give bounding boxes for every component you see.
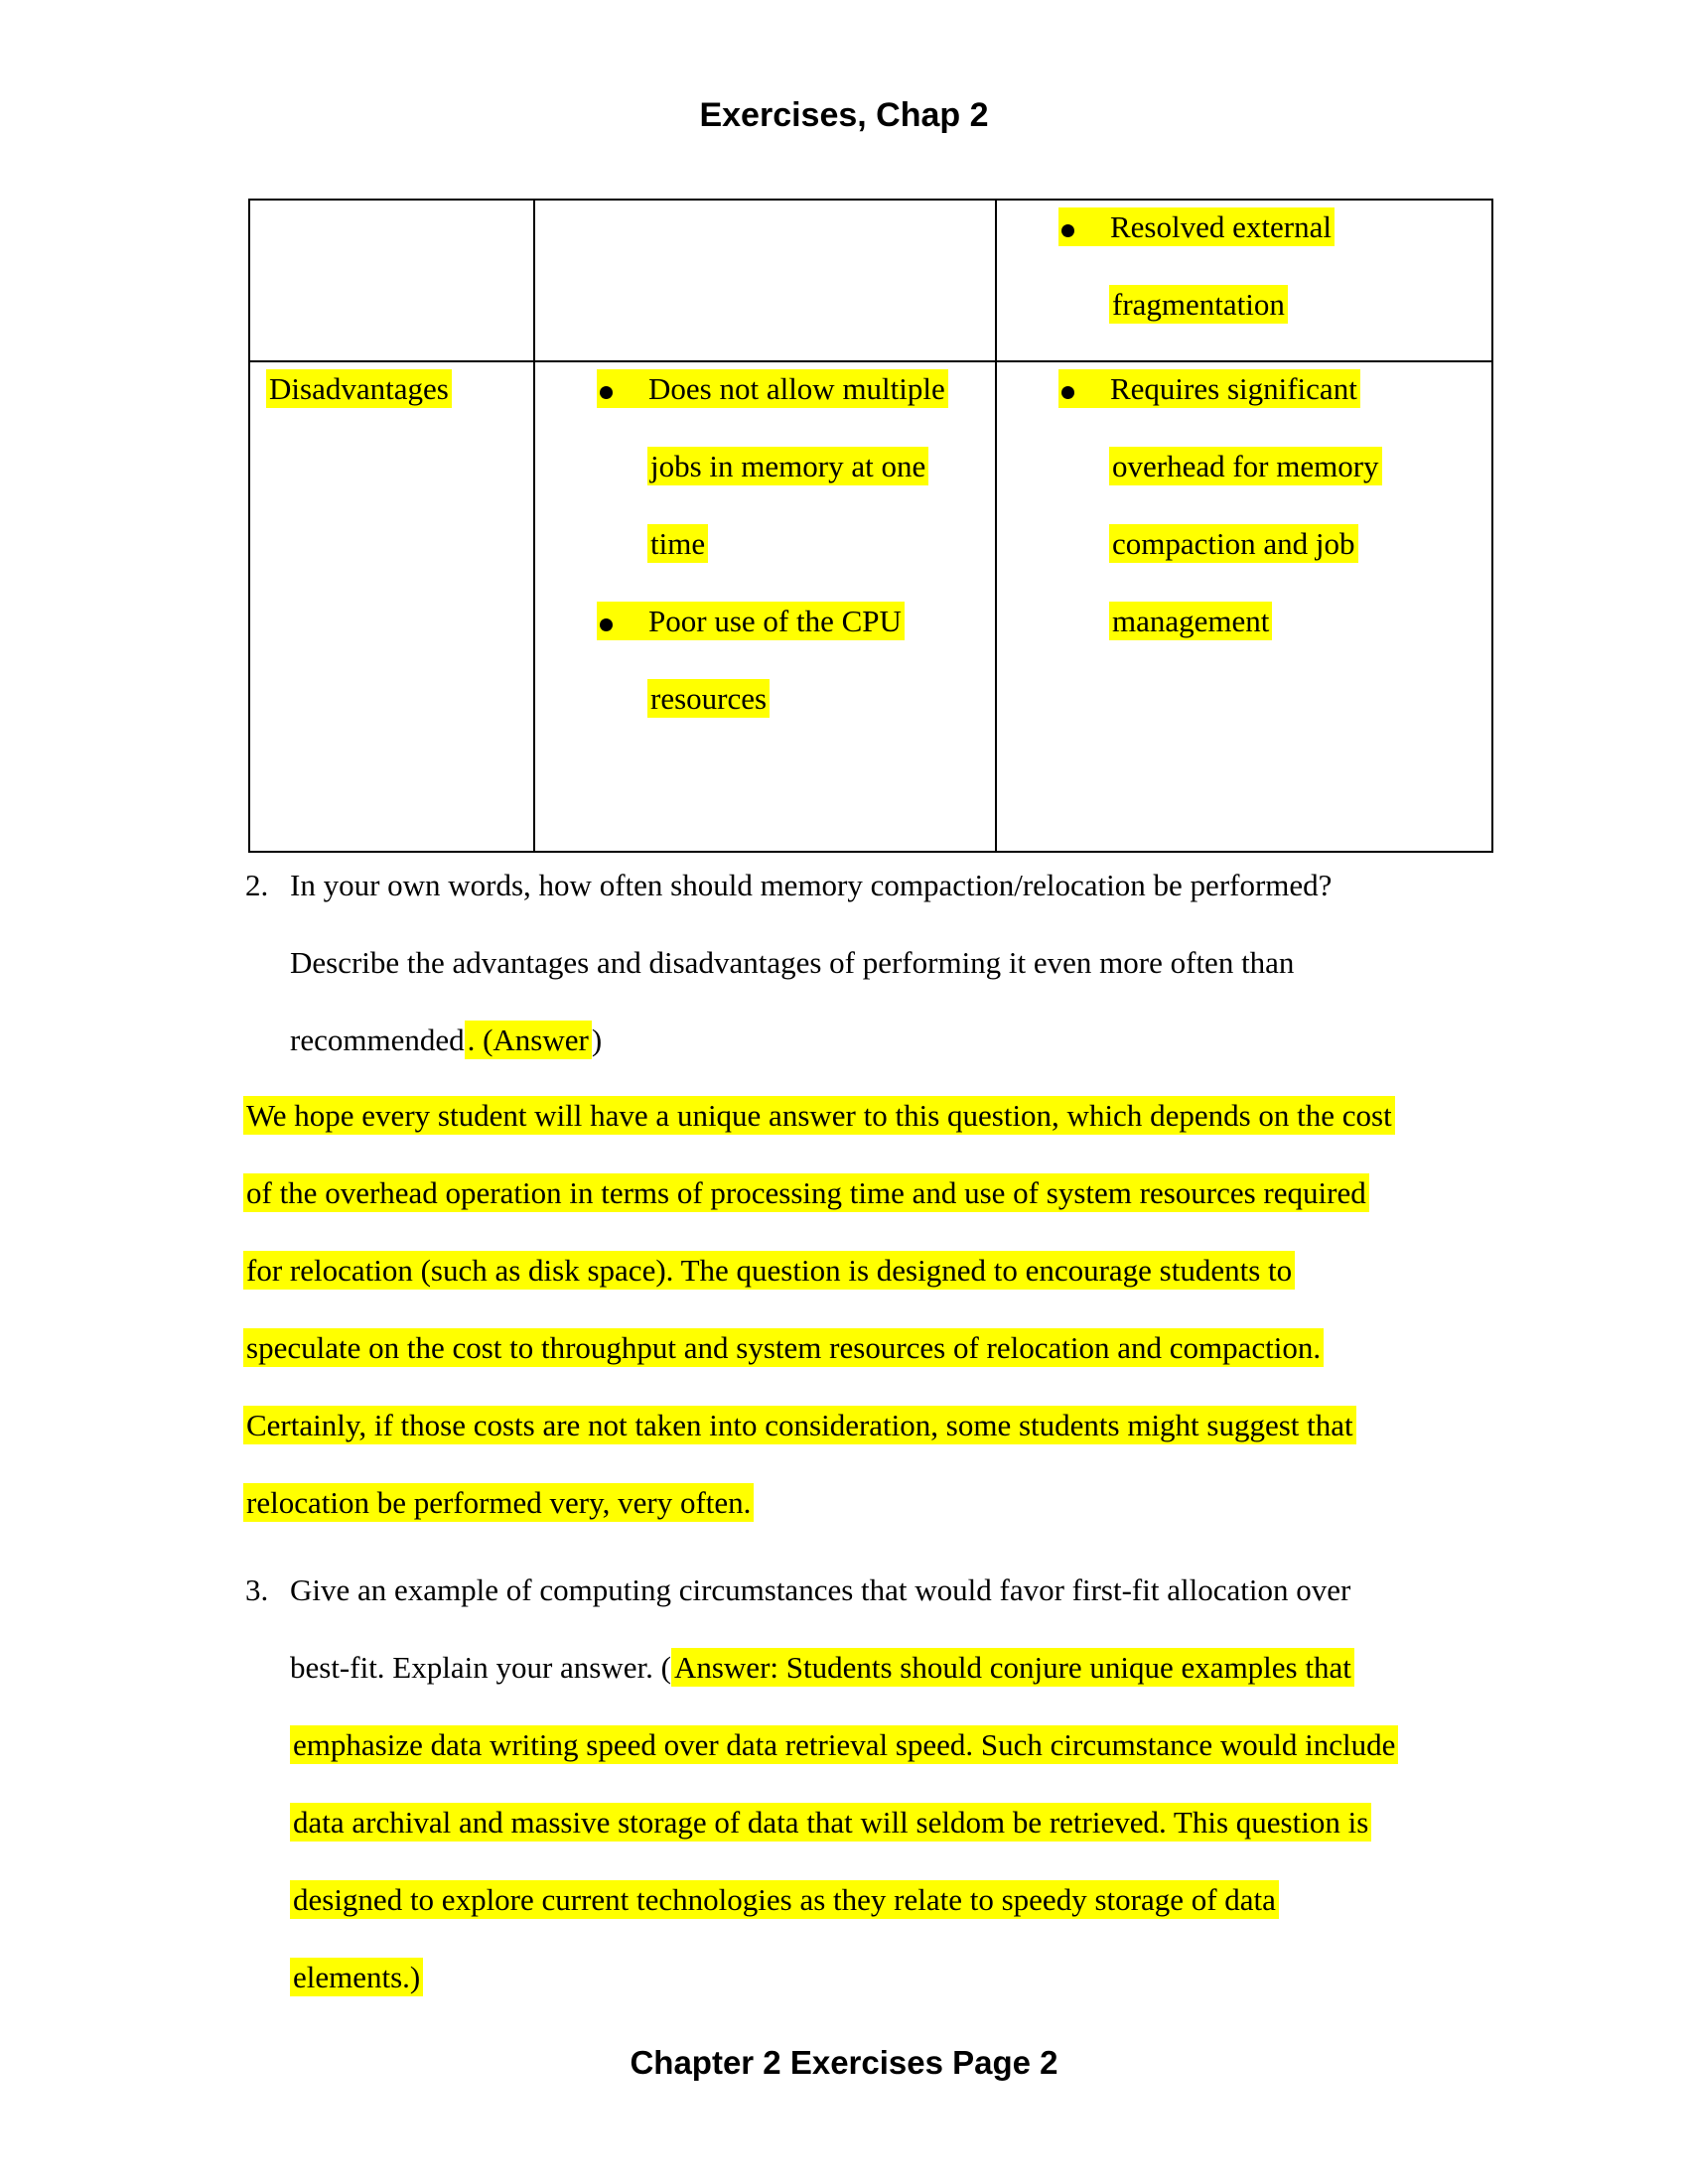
- answer-line: [243, 1387, 1395, 1464]
- table-cell-row2-col1: [249, 361, 534, 852]
- answer-line: [290, 1784, 1398, 1861]
- highlighted-text: speculate on the cost to throughput and system resources of relocation and compaction.: [243, 1328, 1324, 1367]
- highlighted-text: Certainly, if those costs are not taken into consideration, some students might suggest that: [243, 1406, 1356, 1444]
- bullet-line: [535, 350, 995, 428]
- table-row: [249, 200, 1492, 361]
- answer-line: [243, 1464, 1395, 1542]
- answer-line: [243, 1155, 1395, 1232]
- highlighted-text: for relocation (such as disk space). The question is designed to encourage students to: [243, 1251, 1295, 1290]
- question-text: Give an example of computing circumstances that would favor first-fit allocation over: [290, 1572, 1351, 1607]
- bullet-icon: [1061, 224, 1074, 237]
- answer-2-paragraph: [243, 1077, 1395, 1542]
- highlighted-text: We hope every student will have a unique answer to this question, which depends on the cost: [243, 1096, 1395, 1135]
- highlighted-text: time: [647, 524, 708, 563]
- bullet-line-continuation: [535, 660, 995, 738]
- bullet-icon: [1061, 386, 1074, 399]
- table-text: Resolved external: [1110, 209, 1332, 244]
- highlighted-text: Answer: Students should conjure unique examples that: [671, 1648, 1354, 1687]
- highlighted-text: [597, 602, 905, 640]
- question-text: best-fit. Explain your answer. (: [290, 1650, 671, 1685]
- bullet-icon: [600, 618, 613, 631]
- row-header-line: [266, 350, 533, 428]
- answer-line: [243, 1309, 1395, 1387]
- answer-line: [243, 1077, 1395, 1155]
- highlighted-text: of the overhead operation in terms of processing time and use of system resources required: [243, 1173, 1369, 1212]
- highlighted-text: jobs in memory at one: [647, 447, 928, 485]
- question-2-line-1: [245, 847, 1333, 924]
- question-2-line-2: [290, 924, 1332, 1002]
- table-text: Requires significant: [1110, 371, 1357, 406]
- page-title: Exercises, Chap 2: [699, 96, 989, 134]
- question-3-number: 3.: [245, 1572, 269, 1607]
- bullet-line-continuation: [997, 428, 1491, 505]
- bullet-line-continuation: [535, 428, 995, 505]
- bullet-line: [997, 189, 1491, 266]
- page-footer: Chapter 2 Exercises Page 2: [630, 2044, 1058, 2081]
- highlighted-text: emphasize data writing speed over data retrieval speed. Such circumstance would include: [290, 1725, 1398, 1764]
- bullet-line-continuation: [535, 505, 995, 583]
- page-content: [243, 0, 1594, 2184]
- highlighted-text: management: [1109, 602, 1272, 640]
- table-cell-row2-col3: [996, 361, 1492, 852]
- table-text: Does not allow multiple: [648, 371, 945, 406]
- bullet-gap: [1074, 398, 1110, 399]
- bullet-icon: [600, 386, 613, 399]
- table-cell-row1-col2: [534, 200, 996, 361]
- highlighted-text: [1058, 207, 1335, 246]
- question-3-line-1: [245, 1552, 1398, 1629]
- question-3: [245, 1552, 1398, 2016]
- question-2: [245, 847, 1333, 1079]
- table-cell-row2-col2: [534, 361, 996, 852]
- question-2-line-3: [290, 1002, 1332, 1079]
- highlighted-text: [1058, 369, 1360, 408]
- table-cell-row1-col3: [996, 200, 1492, 361]
- question-3-line-2: [290, 1629, 1398, 1706]
- bullet-line-continuation: [997, 583, 1491, 660]
- table-row: [249, 361, 1492, 852]
- answer-line: [290, 1939, 1398, 2016]
- question-text: In your own words, how often should memory compaction/relocation be performed?: [290, 868, 1333, 902]
- table-text: Poor use of the CPU: [648, 604, 902, 638]
- highlighted-text: relocation be performed very, very often.: [243, 1483, 754, 1522]
- answer-line: [290, 1706, 1398, 1784]
- bullet-line-continuation: [997, 266, 1491, 343]
- answer-line: [243, 1232, 1395, 1309]
- question-text: Describe the advantages and disadvantages of performing it even more often than: [290, 945, 1295, 980]
- highlighted-text: fragmentation: [1109, 285, 1288, 324]
- bullet-gap: [613, 630, 648, 631]
- table-cell-row1-col1: [249, 200, 534, 361]
- highlighted-text: compaction and job: [1109, 524, 1358, 563]
- highlighted-text: [597, 369, 948, 408]
- bullet-gap: [613, 398, 648, 399]
- answer-line: [290, 1861, 1398, 1939]
- highlighted-text: . (Answer: [465, 1021, 592, 1059]
- highlighted-text: resources: [647, 679, 770, 718]
- question-2-number: 2.: [245, 868, 269, 902]
- bullet-line-continuation: [997, 505, 1491, 583]
- question-text: ): [591, 1023, 603, 1057]
- comparison-table: [248, 199, 1493, 853]
- bullet-gap: [1074, 236, 1110, 237]
- highlighted-text: data archival and massive storage of data that will seldom be retrieved. This question is: [290, 1803, 1371, 1842]
- bullet-line: [997, 350, 1491, 428]
- highlighted-text: elements.): [290, 1958, 423, 1996]
- bullet-line: [535, 583, 995, 660]
- highlighted-text: designed to explore current technologies as they relate to speedy storage of data: [290, 1880, 1279, 1919]
- highlighted-text: Disadvantages: [266, 369, 452, 408]
- question-text: recommended: [290, 1023, 465, 1057]
- highlighted-text: overhead for memory: [1109, 447, 1382, 485]
